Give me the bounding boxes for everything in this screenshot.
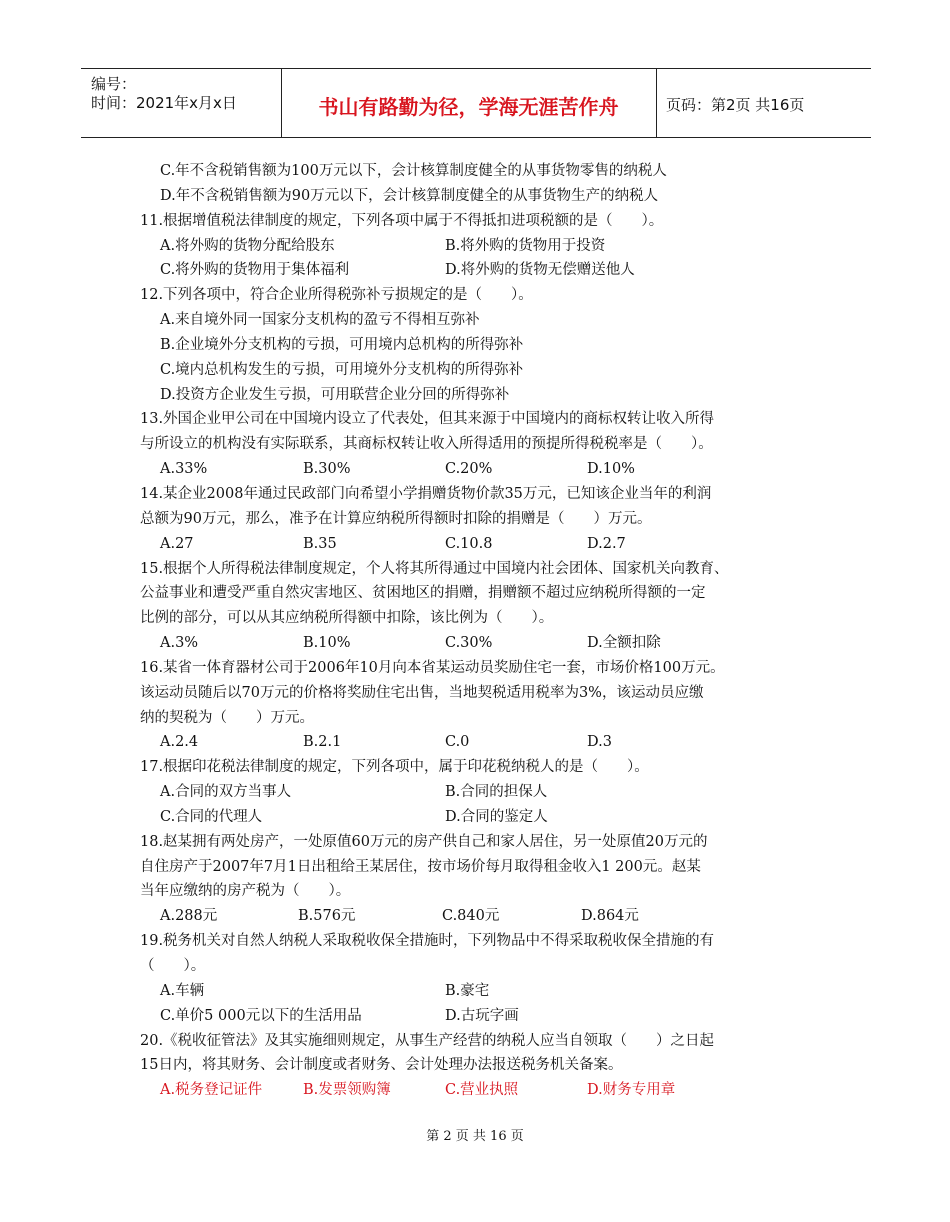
option: C.合同的代理人 — [160, 808, 263, 825]
option: D.合同的鉴定人 — [445, 808, 548, 825]
question-15-cont: 公益事业和遭受严重自然灾害地区、贫困地区的捐赠，捐赠额不超过应纳税所得额的一定 — [140, 585, 706, 602]
page-header — [81, 68, 871, 138]
question-14: 14.某企业2008年通过民政部门向希望小学捐赠货物价款35万元，已知该企业当年的利润 — [140, 485, 712, 502]
question-16: 16.某省一体育器材公司于2006年10月向本省某运动员奖励住宅一套，市场价格100万元。 — [140, 659, 725, 676]
option: A.税务登记证件 — [160, 1082, 263, 1099]
option-line: C.境内总机构发生的亏损，可用境外分支机构的所得弥补 — [160, 361, 524, 378]
option: D.古玩字画 — [445, 1007, 519, 1024]
option: A.27 — [160, 535, 194, 552]
option: D.全额扣除 — [587, 635, 661, 652]
option: D.2.7 — [587, 535, 626, 552]
header-motto: 书山有路勤为径，学海无涯苦作舟 — [318, 95, 619, 119]
options-row-highlighted — [140, 1078, 820, 1103]
options-row — [140, 730, 820, 755]
option: B.豪宅 — [445, 982, 490, 999]
option: C.840元 — [442, 908, 500, 925]
option-line: C.年不含税销售额为100万元以下，会计核算制度健全的从事货物零售的纳税人 — [160, 163, 667, 179]
question-15: 15.根据个人所得税法律制度规定，个人将其所得通过中国境内社会团体、国家机关向教育、 — [140, 560, 729, 577]
question-12: 12.下列各项中，符合企业所得税弥补亏损规定的是（ ）。 — [140, 287, 533, 304]
question-17: 17.根据印花税法律制度的规定，下列各项中，属于印花税纳税人的是（ ）。 — [140, 759, 649, 776]
option: A.33% — [160, 461, 208, 478]
option-line: B.企业境外分支机构的亏损，可用境内总机构的所得弥补 — [160, 336, 524, 353]
option-line: A.来自境外同一国家分支机构的盈亏不得相互弥补 — [160, 312, 480, 329]
option: C.将外购的货物用于集体福利 — [160, 262, 350, 279]
option: A.3% — [160, 635, 199, 652]
options-row — [140, 805, 820, 830]
doc-number-label: 编号： — [91, 75, 137, 93]
option: A.2.4 — [160, 734, 199, 751]
option: D.财务专用章 — [587, 1082, 676, 1099]
options-row — [140, 234, 820, 259]
question-19: 19.税务机关对自然人纳税人采取税收保全措施时，下列物品中不得采取税收保全措施的有 — [140, 933, 715, 950]
options-row — [140, 532, 820, 557]
option: A.将外购的货物分配给股东 — [160, 237, 335, 254]
header-left-cell — [81, 69, 282, 137]
question-13-cont: 与所设立的机构没有实际联系，其商标权转让收入所得适用的预提所得税税率是（ ）。 — [140, 436, 713, 453]
option: D.3 — [587, 734, 612, 751]
question-18: 18.赵某拥有两处房产，一处原值60万元的房产供自己和家人居住，另一处原值20万元的 — [140, 833, 708, 850]
option-line: D.年不含税销售额为90万元以下，会计核算制度健全的从事货物生产的纳税人 — [160, 187, 659, 204]
options-row — [140, 457, 820, 482]
options-row — [140, 258, 820, 283]
option: B.35 — [303, 535, 337, 552]
question-18-cont: 当年应缴纳的房产税为（ ）。 — [140, 883, 351, 900]
options-row — [140, 904, 820, 929]
option: B.2.1 — [303, 734, 342, 751]
question-14-cont: 总额为90万元，那么，准予在计算应纳税所得额时扣除的捐赠是（ ）万元。 — [140, 510, 652, 527]
option: D.将外购的货物无偿赠送他人 — [445, 262, 635, 279]
option: B.576元 — [298, 908, 356, 925]
option: D.10% — [587, 461, 635, 478]
options-row — [140, 1004, 820, 1029]
options-row — [140, 631, 820, 656]
option: B.30% — [303, 461, 351, 478]
option-line: D.投资方企业发生亏损，可用联营企业分回的所得弥补 — [160, 386, 510, 403]
option: C.单价5 000元以下的生活用品 — [160, 1007, 362, 1024]
page-footer: 第 2 页 共 16 页 — [426, 1129, 524, 1144]
question-15-cont: 比例的部分，可以从其应纳税所得额中扣除，该比例为（ ）。 — [140, 610, 554, 627]
option: A.合同的双方当事人 — [160, 784, 292, 801]
question-18-cont: 自住房产于2007年7月1日出租给王某居住，按市场价每月取得租金收入1 200元。赵某 — [140, 858, 701, 875]
option: C.10.8 — [445, 535, 493, 552]
doc-date-label: 时间：2021年x月x日 — [91, 94, 237, 112]
options-row — [140, 780, 820, 805]
option: A.288元 — [160, 908, 218, 925]
option: B.合同的担保人 — [445, 784, 548, 801]
question-20-cont: 15日内，将其财务、会计制度或者财务、会计处理办法报送税务机关备案。 — [140, 1057, 623, 1074]
header-motto-cell — [281, 69, 657, 137]
options-row — [140, 979, 820, 1004]
option: B.将外购的货物用于投资 — [445, 237, 606, 254]
question-16-cont: 纳的契税为（ ）万元。 — [140, 709, 314, 726]
question-19-cont: （ ）。 — [140, 958, 206, 974]
option: B.发票领购簿 — [303, 1082, 391, 1099]
option: B.10% — [303, 635, 351, 652]
question-13: 13.外国企业甲公司在中国境内设立了代表处，但其来源于中国境内的商标权转让收入所得 — [140, 411, 715, 428]
option: C.营业执照 — [445, 1082, 519, 1099]
option: C.20% — [445, 461, 493, 478]
question-20: 20.《税收征管法》及其实施细则规定，从事生产经营的纳税人应当自领取（ ）之日起 — [140, 1032, 715, 1049]
question-11: 11.根据增值税法律制度的规定，下列各项中属于不得抵扣进项税额的是（ ）。 — [140, 212, 664, 229]
header-page-number: 页码：第2页 共16页 — [666, 96, 805, 114]
option: C.0 — [445, 734, 470, 751]
option: D.864元 — [581, 908, 639, 925]
option: C.30% — [445, 635, 493, 652]
option: A.车辆 — [160, 982, 205, 999]
question-content — [140, 159, 820, 1103]
question-16-cont: 该运动员随后以70万元的价格将奖励住宅出售，当地契税适用税率为3%，该运动员应缴 — [140, 684, 704, 701]
header-page-cell — [656, 69, 871, 137]
